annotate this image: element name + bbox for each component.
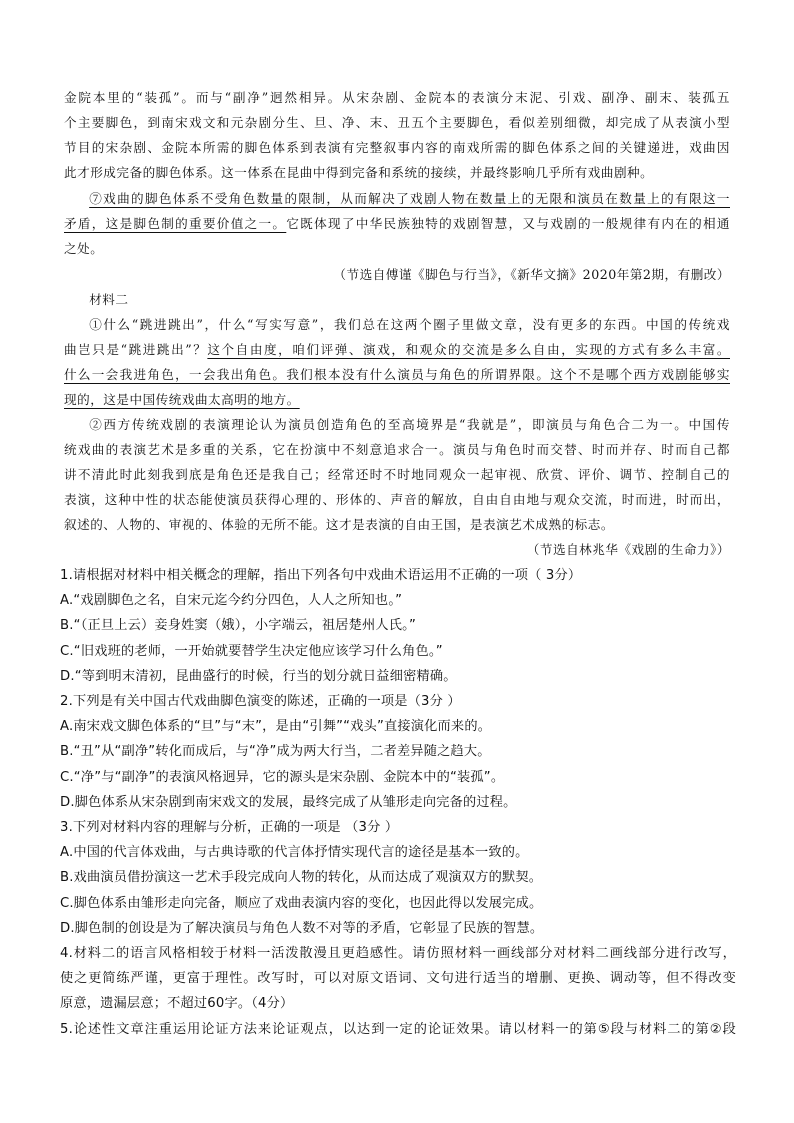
underlined-sentence: 矛盾，这是脚色制的重要价值之一。 <box>64 216 287 231</box>
question-4-line: 使之更简练严谨，更富于理性。改写时，可以对原文语词、文句进行适当的增删、更换、调动等，但不得改变 <box>60 971 736 987</box>
material1-source: （节选自傅谨《脚色与行当》，《新华文摘》2020年第2期，有删改） <box>333 267 730 282</box>
text-line: 节目的宋杂剧、金院本所需的脚色体系到表演有完整叙事内容的南戏所需的脚色体系之间的关键递进，戏曲因 <box>64 140 730 155</box>
material2-label: 材料二 <box>89 292 129 307</box>
question-4-line: 原意，遗漏层意；不超过60字。（4分） <box>60 996 294 1012</box>
question-2-option-d: D.脚色体系从宋杂剧到南宋戏文的发展，最终完成了从雏形走向完备的过程。 <box>60 794 517 810</box>
underlined-sentence: 现的，这是中国传统戏曲太高明的地方。 <box>64 392 300 407</box>
text-line: 此才形成完备的脚色体系。这一体系在昆曲中得到完备和系统的接续，并最终影响几乎所有戏曲剧种。 <box>64 165 654 180</box>
question-1-option-b: B.“（正旦上云）妾身姓窦（娥），小字端云，祖居楚州人氏。” <box>60 618 416 634</box>
material1-paragraph-7 <box>64 186 730 261</box>
question-2-option-a: A.南宋戏文脚色体系的“旦”与“末”，是由“引舞”“戏头”直接演化而来的。 <box>60 719 492 735</box>
material2-paragraph-2 <box>64 412 730 537</box>
text-span: 它既体现了中华民族独特的戏剧智慧，又与戏剧的一般规律有内在的相通 <box>286 216 731 231</box>
question-3: 3.下列对材料内容的理解与分析，正确的一项是 （3分 ） <box>60 820 399 836</box>
question-4-line: 4.材料二的语言风格相较于材料一活泼散漫且更趋感性。请仿照材料一画线部分对材料二画线部分进行改写， <box>60 946 736 962</box>
material1-paragraph-continued <box>64 85 730 185</box>
underlined-sentence: ⑦戏曲的脚色体系不受角色数量的限制，从而解决了戏剧人物在数量上的无限和演员在数量上的有限这一 <box>89 191 730 206</box>
question-3-option-c: C.脚色体系由雏形走向完备，顺应了戏曲表演内容的变化，也因此得以发展完成。 <box>60 895 543 911</box>
text-line: ②西方传统戏剧的表演理论认为演员创造角色的至高境界是“我就是”，即演员与角色合二为一。中国传 <box>89 417 730 432</box>
text-line: 讲不清此时此刻我到底是角色还是我自己；经常还时不时地同观众一起审视、欣赏、评价、调节、控制自己的 <box>64 467 730 482</box>
material2-paragraph-1 <box>64 312 730 412</box>
text-line: 表演，这种中性的状态能使演员获得心理的、形体的、声音的解放，自由自由地与观众交流，时而进，时而出， <box>64 492 730 507</box>
text-line: 统戏曲的表演艺术是多重的关系，它在扮演中不刻意追求合一。演员与角色时而交替、时而并存、时而自己都 <box>64 442 730 457</box>
question-2-option-c: C.“净”与“副净”的表演风格迥异，它的源头是宋杂剧、金院本中的“装孤”。 <box>60 769 505 785</box>
question-3-option-d: D.脚色制的创设是为了解决演员与角色人数不对等的矛盾，它彰显了民族的智慧。 <box>60 920 544 936</box>
underlined-sentence: 这个自由度，咱们评弹、演戏，和观众的交流是多么自由，实现的方式有多么丰富。 <box>207 342 730 357</box>
text-line: 金院本里的“装孤”。而与“副净”迥然相异。从宋杂剧、金院本的表演分末泥、引戏、副净、副末、装孤五 <box>64 90 730 105</box>
question-2-option-b: B.“丑”从“副净”转化而成后，与“净”成为两大行当，二者差异随之趋大。 <box>60 744 491 760</box>
question-1-option-d: D.“等到明末清初，昆曲盛行的时候，行当的划分就日益细密精确。 <box>60 668 457 684</box>
text-line: 个主要脚色，到南宋戏文和元杂剧分生、旦、净、末、丑五个主要脚色，看似差别细微，却完成了从表演小型 <box>64 115 730 130</box>
text-line: ①什么“跳进跳出”，什么“写实写意”，我们总在这两个圈子里做文章，没有更多的东西。中国的传统戏 <box>89 317 730 332</box>
text-line: 之处。 <box>64 241 104 256</box>
question-3-option-a: A.中国的代言体戏曲，与古典诗歌的代言体抒情实现代言的途径是基本一致的。 <box>60 845 529 861</box>
text-span: 曲岂只是“跳进跳出”？ <box>64 342 208 357</box>
question-1: 1.请根据对材料中相关概念的理解，指出下列各句中戏曲术语运用不正确的一项（ 3分） <box>60 568 582 583</box>
questions-section <box>60 563 736 1042</box>
question-5: 5.论述性文章注重运用论证方法来论证观点，以达到一定的论证效果。请以材料一的第⑤段与材料二的第②段 <box>60 1021 736 1037</box>
text-line: 叙述的、人物的、审视的、体验的无所不能。这才是表演的自由王国，是表演艺术成熟的标志。 <box>64 517 614 532</box>
question-3-option-b: B.戏曲演员借扮演这一艺术手段完成向人物的转化，从而达成了观演双方的默契。 <box>60 870 543 886</box>
question-2: 2.下列是有关中国古代戏曲脚色演变的陈述，正确的一项是（3分 ） <box>60 694 461 710</box>
question-1-option-a: A.“戏剧脚色之名，自宋元迄今约分四色，人人之所知也。” <box>60 593 403 609</box>
material2-source: （节选自林兆华《戏剧的生命力》） <box>526 542 730 557</box>
question-1-option-c: C.“旧戏班的老师，一开始就要替学生决定他应该学习什么角色。” <box>60 643 443 659</box>
underlined-sentence: 什么一会我进角色，一会我出角色。我们根本没有什么演员与角色的所谓界限。这个不是哪个西方戏剧能够实 <box>64 367 730 382</box>
